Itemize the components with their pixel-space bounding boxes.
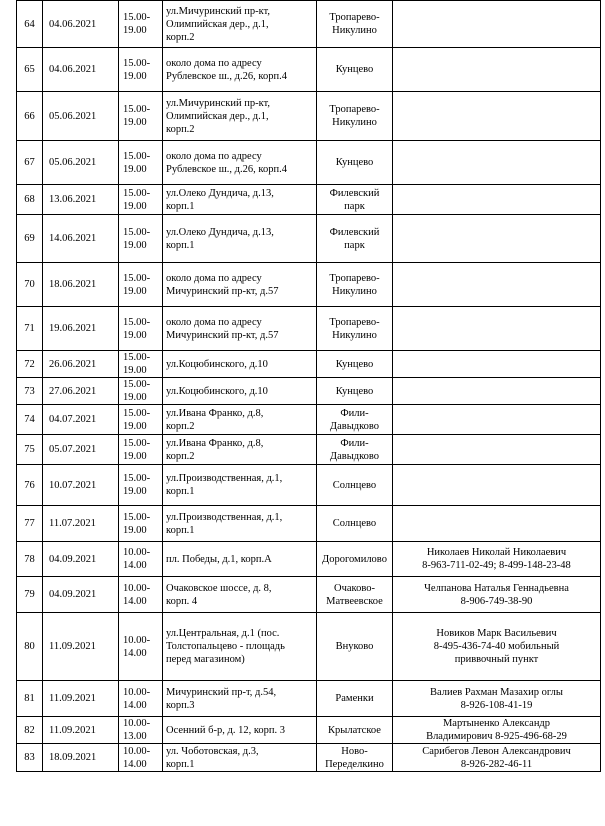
row-district: Крылатское xyxy=(317,717,393,744)
row-time: 15.00- 19.00 xyxy=(119,92,163,141)
row-contact: Новиков Марк Васильевич 8-495-436-74-40 мобильный приввочный пункт xyxy=(393,613,601,681)
row-address: около дома по адресу Мичуринский пр-кт, д.57 xyxy=(163,307,317,351)
row-address: ул.Ивана Франко, д.8, корп.2 xyxy=(163,435,317,465)
table-row xyxy=(17,215,601,263)
table-row xyxy=(17,1,601,48)
row-date: 05.07.2021 xyxy=(43,435,119,465)
row-contact xyxy=(393,506,601,542)
row-date: 04.06.2021 xyxy=(43,48,119,92)
row-address: Мичуринский пр-т, д.54, корп.3 xyxy=(163,681,317,717)
table-row xyxy=(17,92,601,141)
row-time: 10.00- 14.00 xyxy=(119,681,163,717)
row-number: 83 xyxy=(17,744,43,772)
row-contact xyxy=(393,185,601,215)
table-row xyxy=(17,405,601,435)
row-number: 68 xyxy=(17,185,43,215)
row-district: Тропарево- Никулино xyxy=(317,92,393,141)
row-contact xyxy=(393,435,601,465)
table-row xyxy=(17,435,601,465)
row-time: 15.00- 19.00 xyxy=(119,351,163,378)
row-address: ул.Коцюбинского, д.10 xyxy=(163,378,317,405)
row-time: 15.00- 19.00 xyxy=(119,307,163,351)
row-address: ул.Мичуринский пр-кт, Олимпийская дер., д.1, корп.2 xyxy=(163,92,317,141)
row-contact xyxy=(393,141,601,185)
row-contact xyxy=(393,465,601,506)
row-date: 04.06.2021 xyxy=(43,1,119,48)
row-district: Тропарево- Никулино xyxy=(317,1,393,48)
row-address: Осенний б-р, д. 12, корп. 3 xyxy=(163,717,317,744)
row-contact xyxy=(393,351,601,378)
row-time: 15.00- 19.00 xyxy=(119,48,163,92)
row-number: 65 xyxy=(17,48,43,92)
row-address: около дома по адресу Мичуринский пр-кт, д.57 xyxy=(163,263,317,307)
row-number: 78 xyxy=(17,542,43,577)
row-number: 72 xyxy=(17,351,43,378)
table-row xyxy=(17,185,601,215)
row-address: ул.Олеко Дундича, д.13, корп.1 xyxy=(163,215,317,263)
row-contact: Мартыненко Александр Владимирович 8-925-496-68-29 xyxy=(393,717,601,744)
row-district: Кунцево xyxy=(317,48,393,92)
row-district: Очаково- Матвеевское xyxy=(317,577,393,613)
row-date: 13.06.2021 xyxy=(43,185,119,215)
table-row xyxy=(17,263,601,307)
row-contact xyxy=(393,215,601,263)
row-number: 64 xyxy=(17,1,43,48)
row-number: 73 xyxy=(17,378,43,405)
row-time: 15.00- 19.00 xyxy=(119,506,163,542)
table-row xyxy=(17,744,601,772)
row-district: Кунцево xyxy=(317,141,393,185)
row-date: 19.06.2021 xyxy=(43,307,119,351)
row-number: 79 xyxy=(17,577,43,613)
row-contact xyxy=(393,263,601,307)
row-time: 10.00- 13.00 xyxy=(119,717,163,744)
table-row xyxy=(17,577,601,613)
row-date: 18.09.2021 xyxy=(43,744,119,772)
row-time: 10.00- 14.00 xyxy=(119,744,163,772)
row-number: 69 xyxy=(17,215,43,263)
table-row xyxy=(17,307,601,351)
row-contact xyxy=(393,48,601,92)
row-date: 11.09.2021 xyxy=(43,681,119,717)
row-number: 75 xyxy=(17,435,43,465)
row-contact xyxy=(393,405,601,435)
row-time: 15.00- 19.00 xyxy=(119,141,163,185)
schedule-page xyxy=(16,0,600,772)
row-number: 67 xyxy=(17,141,43,185)
row-time: 15.00- 19.00 xyxy=(119,465,163,506)
row-number: 71 xyxy=(17,307,43,351)
row-date: 27.06.2021 xyxy=(43,378,119,405)
row-district: Тропарево- Никулино xyxy=(317,263,393,307)
row-time: 15.00- 19.00 xyxy=(119,185,163,215)
row-date: 04.09.2021 xyxy=(43,542,119,577)
row-time: 15.00- 19.00 xyxy=(119,378,163,405)
row-time: 10.00- 14.00 xyxy=(119,577,163,613)
row-date: 05.06.2021 xyxy=(43,92,119,141)
table-row xyxy=(17,613,601,681)
row-number: 66 xyxy=(17,92,43,141)
row-district: Раменки xyxy=(317,681,393,717)
row-time: 10.00- 14.00 xyxy=(119,613,163,681)
row-time: 15.00- 19.00 xyxy=(119,263,163,307)
row-date: 11.09.2021 xyxy=(43,717,119,744)
row-district: Кунцево xyxy=(317,351,393,378)
table-row xyxy=(17,506,601,542)
row-time: 10.00- 14.00 xyxy=(119,542,163,577)
row-district: Филевский парк xyxy=(317,185,393,215)
row-address: ул.Ивана Франко, д.8, корп.2 xyxy=(163,405,317,435)
row-time: 15.00- 19.00 xyxy=(119,1,163,48)
row-district: Кунцево xyxy=(317,378,393,405)
row-number: 74 xyxy=(17,405,43,435)
row-contact xyxy=(393,1,601,48)
table-row xyxy=(17,351,601,378)
row-number: 77 xyxy=(17,506,43,542)
row-number: 80 xyxy=(17,613,43,681)
row-address: ул.Центральная, д.1 (пос. Толстопальцево - площадь перед магазином) xyxy=(163,613,317,681)
row-time: 15.00- 19.00 xyxy=(119,435,163,465)
row-date: 18.06.2021 xyxy=(43,263,119,307)
row-date: 11.07.2021 xyxy=(43,506,119,542)
row-date: 26.06.2021 xyxy=(43,351,119,378)
row-contact: Челпанова Наталья Геннадьевна 8-906-749-38-90 xyxy=(393,577,601,613)
row-date: 04.07.2021 xyxy=(43,405,119,435)
table-row xyxy=(17,465,601,506)
row-date: 05.06.2021 xyxy=(43,141,119,185)
row-number: 82 xyxy=(17,717,43,744)
row-address: Очаковское шоссе, д. 8, корп. 4 xyxy=(163,577,317,613)
vaccination-schedule-table xyxy=(16,0,601,772)
row-contact xyxy=(393,378,601,405)
row-contact xyxy=(393,92,601,141)
row-district: Фили- Давыдково xyxy=(317,405,393,435)
row-contact xyxy=(393,307,601,351)
table-row xyxy=(17,717,601,744)
row-date: 04.09.2021 xyxy=(43,577,119,613)
row-date: 11.09.2021 xyxy=(43,613,119,681)
row-number: 76 xyxy=(17,465,43,506)
row-address: около дома по адресу Рублевское ш., д.26, корп.4 xyxy=(163,141,317,185)
row-address: ул. Чоботовская, д.3, корп.1 xyxy=(163,744,317,772)
row-time: 15.00- 19.00 xyxy=(119,215,163,263)
row-district: Солнцево xyxy=(317,465,393,506)
table-row xyxy=(17,48,601,92)
row-district: Дорогомилово xyxy=(317,542,393,577)
table-body xyxy=(17,1,601,772)
row-district: Внуково xyxy=(317,613,393,681)
row-number: 70 xyxy=(17,263,43,307)
row-time: 15.00- 19.00 xyxy=(119,405,163,435)
row-district: Тропарево- Никулино xyxy=(317,307,393,351)
row-address: ул.Производственная, д.1, корп.1 xyxy=(163,465,317,506)
row-number: 81 xyxy=(17,681,43,717)
row-district: Ново- Переделкино xyxy=(317,744,393,772)
row-address: ул.Мичуринский пр-кт, Олимпийская дер., д.1, корп.2 xyxy=(163,1,317,48)
table-row xyxy=(17,542,601,577)
row-address: ул.Производственная, д.1, корп.1 xyxy=(163,506,317,542)
row-address: пл. Победы, д.1, корп.А xyxy=(163,542,317,577)
row-contact: Николаев Николай Николаевич 8-963-711-02-49; 8-499-148-23-48 xyxy=(393,542,601,577)
row-address: ул.Олеко Дундича, д.13, корп.1 xyxy=(163,185,317,215)
row-district: Фили- Давыдково xyxy=(317,435,393,465)
row-contact: Валиев Рахман Мазахир оглы 8-926-108-41-19 xyxy=(393,681,601,717)
row-contact: Сарибегов Левон Александрович 8-926-282-46-11 xyxy=(393,744,601,772)
row-address: около дома по адресу Рублевское ш., д.26, корп.4 xyxy=(163,48,317,92)
table-row xyxy=(17,141,601,185)
row-date: 10.07.2021 xyxy=(43,465,119,506)
row-date: 14.06.2021 xyxy=(43,215,119,263)
row-district: Филевский парк xyxy=(317,215,393,263)
table-row xyxy=(17,681,601,717)
row-address: ул.Коцюбинского, д.10 xyxy=(163,351,317,378)
row-district: Солнцево xyxy=(317,506,393,542)
table-row xyxy=(17,378,601,405)
